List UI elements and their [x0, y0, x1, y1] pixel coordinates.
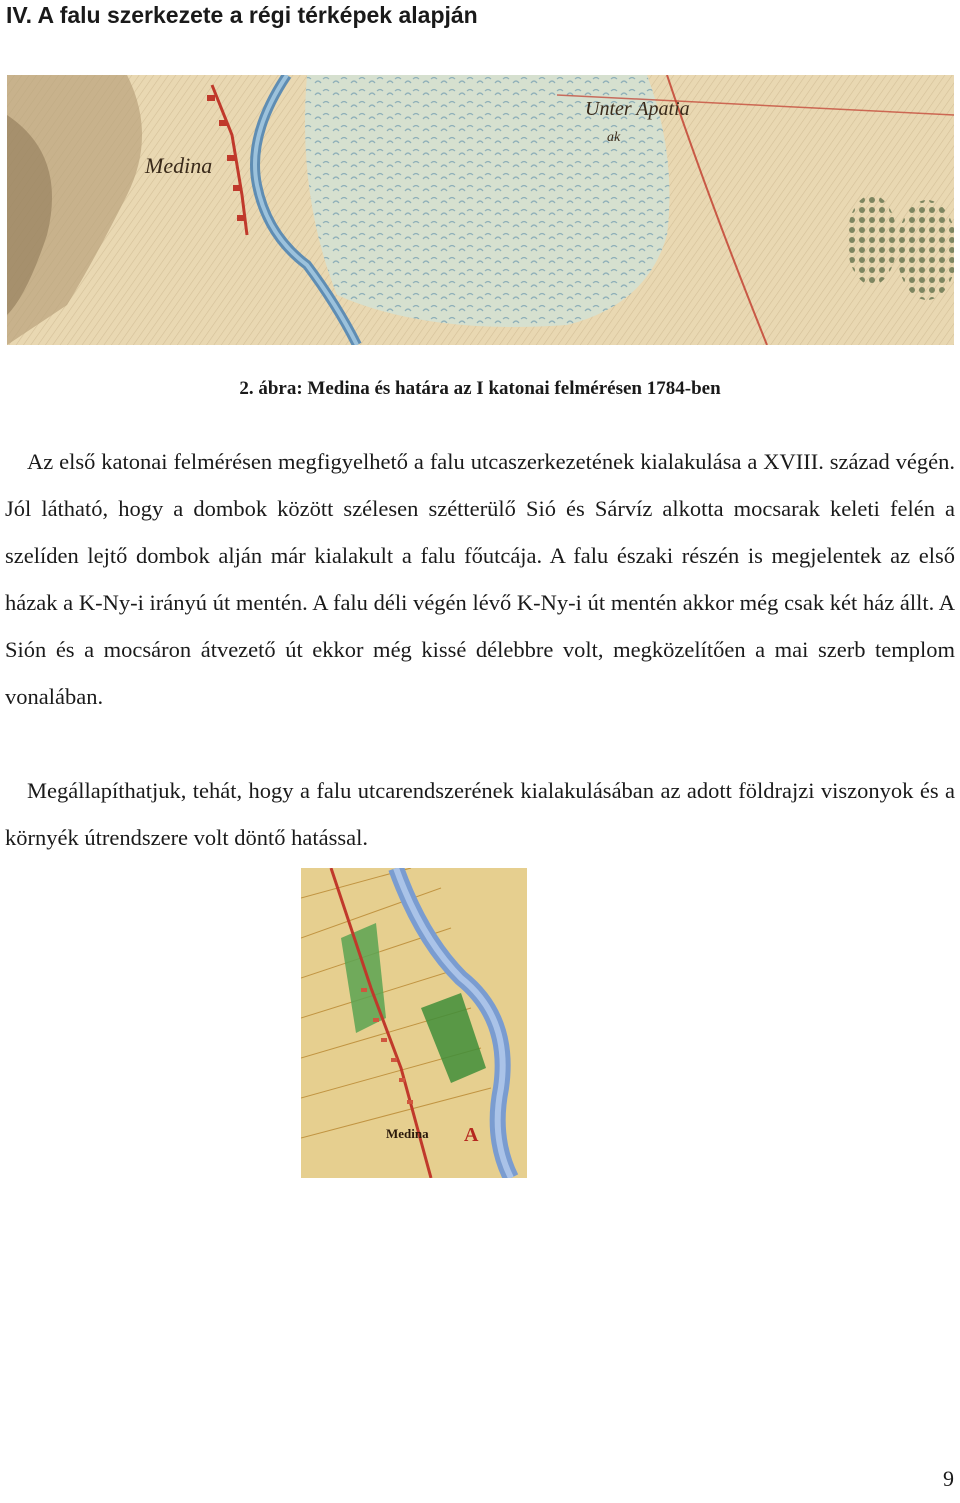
map2-marker-label: A: [464, 1124, 479, 1146]
map1-abbr-label: ak: [607, 130, 621, 145]
page-number: 9: [943, 1466, 954, 1491]
section-heading: IV. A falu szerkezete a régi térképek alapján: [6, 2, 478, 28]
map2-village-label: Medina: [386, 1126, 429, 1141]
body-paragraph: Megállapíthatjuk, tehát, hogy a falu utcarendszerének kialakulásában az adott földrajzi viszonyok és a környék útrendszere volt döntő hatással.: [5, 778, 955, 850]
military-survey-map: [7, 75, 954, 345]
figure-caption: 2. ábra: Medina és határa az I katonai felmérésen 1784-ben: [239, 378, 721, 399]
cadastral-map: [301, 868, 527, 1178]
body-paragraph: Az első katonai felmérésen megfigyelhető a falu utcaszerkezetének kialakulása a XVIII. század végén. Jól látható, hogy a dombok között szélesen szétterülő Sió és Sárvíz alkotta mocsarak keleti felén a szelíden lejtő dombok alján már kialakult a falu főutcája. A falu északi részén is megjelentek az első házak a K-Ny-i irányú út mentén. A falu déli végén lévő K-Ny-i út mentén akkor még csak két ház állt. A Sión és a mocsáron átvezető út ekkor még kissé délebbre volt, megközelítően a mai szerb templom vonalában.: [5, 449, 955, 709]
map1-place-label: Unter Apatia: [585, 98, 690, 120]
map1-village-label: Medina: [145, 153, 213, 178]
